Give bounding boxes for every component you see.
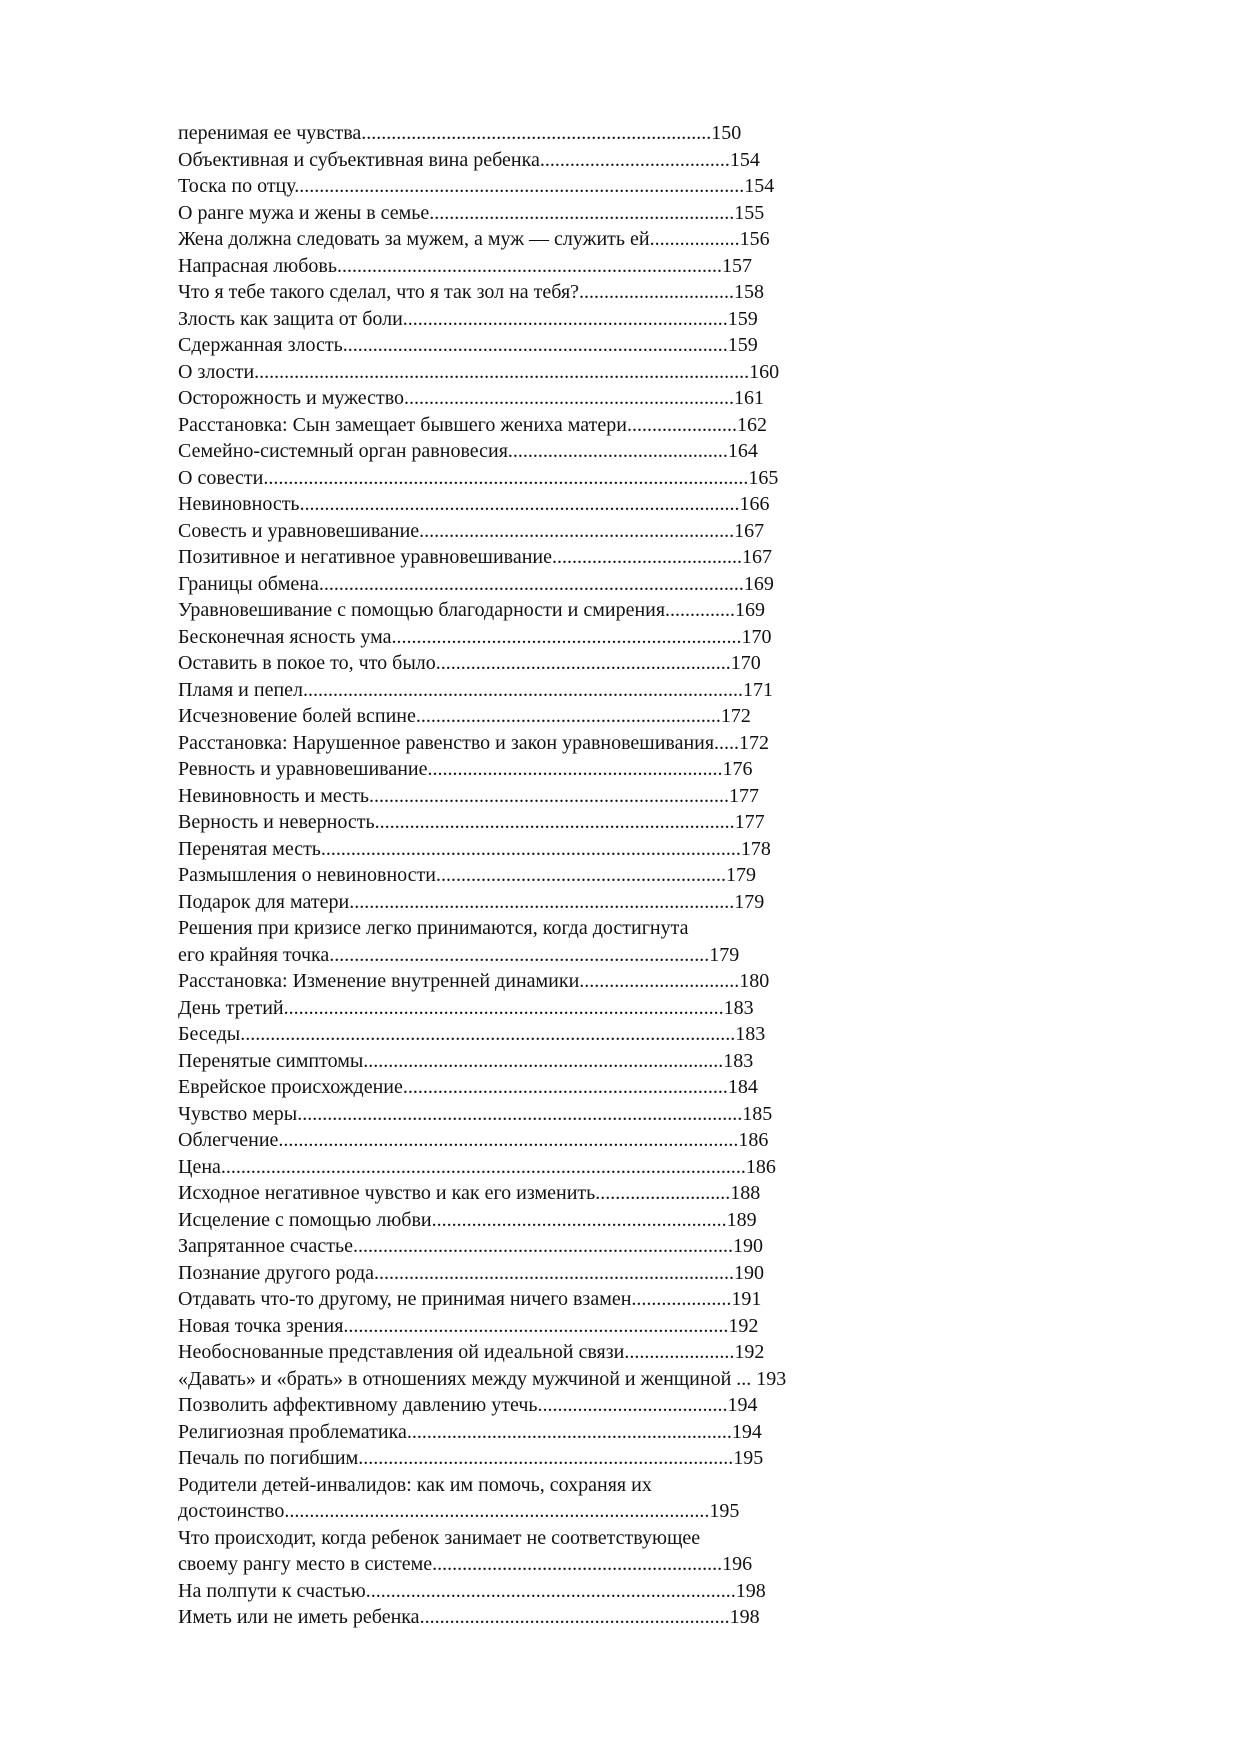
toc-entry-line: О злости...................................................................................................160 (178, 360, 780, 383)
toc-entry (178, 1154, 898, 1181)
toc-entry-line: Еврейское происхождение.................................................................184 (178, 1076, 758, 1098)
toc-entry-line: Злость как защита от боли.................................................................159 (178, 307, 758, 330)
toc-entry (178, 200, 898, 227)
toc-entry (178, 1021, 898, 1048)
toc-entry-line: Расстановка: Нарушенное равенство и закон уравновешивания.....172 (178, 731, 770, 754)
toc-entry (178, 889, 898, 916)
toc-entry (178, 544, 898, 571)
toc-entry-line: Уравновешивание с помощью благодарности и смирения..............169 (178, 599, 766, 621)
toc-entry-line: Новая точка зрения.............................................................................192 (178, 1314, 759, 1337)
toc-entry-line: достоинство.....................................................................................195 (178, 1500, 740, 1522)
toc-entry-line: Беседы...................................................................................................183 (178, 1023, 766, 1045)
toc-entry-line: Чувство меры.........................................................................................185 (178, 1102, 773, 1125)
toc-entry-line: Цена.........................................................................................................186 (178, 1155, 776, 1178)
toc-entry (178, 279, 898, 306)
toc-entry (178, 809, 898, 836)
toc-entry (178, 1578, 898, 1605)
toc-entry-line: Невиновность и месть........................................................................177 (178, 784, 760, 807)
toc-entry-line: Жена должна следовать за мужем, а муж — служить ей..................156 (178, 228, 770, 250)
toc-entry-line: Исцеление с помощью любви...........................................................189 (178, 1208, 757, 1231)
toc-entry-line: О ранге мужа и жены в семье.............................................................155 (178, 201, 765, 224)
toc-entry (178, 677, 898, 704)
toc-entry-line: своему рангу место в системе..........................................................196 (178, 1553, 753, 1575)
toc-entry-line: Позволить аффективному давлению утечь......................................194 (178, 1394, 758, 1416)
toc-entry-line: О совести.................................................................................................165 (178, 466, 779, 489)
toc-entry-line: Ревность и уравновешивание...........................................................176 (178, 758, 753, 780)
toc-entry-line: Что я тебе такого сделал, что я так зол на тебя?...............................158 (178, 281, 765, 303)
toc-entry-line: День третий........................................................................................183 (178, 996, 754, 1019)
toc-entry-line: Расстановка: Изменение внутренней динамики................................180 (178, 970, 770, 992)
toc-entry-line: Напрасная любовь.............................................................................157 (178, 254, 752, 277)
toc-entry-line: Религиозная проблематика.................................................................194 (178, 1420, 762, 1443)
toc-entry (178, 995, 898, 1022)
toc-entry (178, 1472, 898, 1525)
toc-entry (178, 1207, 898, 1234)
toc-entry-line: его крайняя точка............................................................................179 (178, 943, 740, 966)
toc-entry (178, 173, 898, 200)
toc-entry (178, 1313, 898, 1340)
toc-entry (178, 756, 898, 783)
toc-entry-line: Позитивное и негативное уравновешивание......................................167 (178, 546, 772, 568)
toc-entry-line: Совесть и уравновешивание...............................................................167 (178, 519, 765, 542)
toc-entry (178, 332, 898, 359)
toc-entry-line: Расстановка: Сын замещает бывшего жениха матери......................162 (178, 413, 767, 436)
toc-entry-line: Решения при кризисе легко принимаются, когда достигнута (178, 917, 689, 939)
toc-entry (178, 1286, 898, 1313)
toc-entry-line: Перенятая месть....................................................................................178 (178, 837, 771, 860)
toc-entry-line: Пламя и пепел........................................................................................171 (178, 678, 773, 701)
toc-entry-line: Размышления о невиновности..........................................................179 (178, 864, 756, 886)
toc-entry (178, 412, 898, 439)
toc-entry (178, 1180, 898, 1207)
toc-entry (178, 571, 898, 598)
toc-entry (178, 783, 898, 810)
toc-entry (178, 915, 898, 968)
toc-entry (178, 120, 898, 147)
toc-entry (178, 730, 898, 757)
toc-entry-line: Бесконечная ясность ума......................................................................170 (178, 625, 772, 648)
toc-entry (178, 359, 898, 386)
toc-entry (178, 968, 898, 995)
toc-entry-line: Объективная и субъективная вина ребенка......................................154 (178, 148, 760, 171)
toc-entry (178, 1048, 898, 1075)
toc-entry (178, 226, 898, 253)
toc-entry-line: Семейно-системный орган равновесия............................................164 (178, 440, 758, 462)
table-of-contents (178, 120, 898, 1631)
toc-entry-line: Иметь или не иметь ребенка..............................................................198 (178, 1606, 760, 1628)
toc-entry-line: На полпути к счастью..........................................................................198 (178, 1579, 766, 1602)
toc-entry (178, 306, 898, 333)
toc-entry-line: «Давать» и «брать» в отношениях между мужчиной и женщиной ... 193 (178, 1367, 787, 1390)
toc-entry-line: Родители детей-инвалидов: как им помочь, сохраняя их (178, 1473, 652, 1496)
toc-entry-line: Границы обмена.....................................................................................169 (178, 572, 774, 595)
toc-entry (178, 518, 898, 545)
toc-entry (178, 438, 898, 465)
toc-entry (178, 1525, 898, 1578)
toc-entry-line: Печаль по погибшим...........................................................................195 (178, 1447, 764, 1469)
toc-entry (178, 147, 898, 174)
toc-entry (178, 703, 898, 730)
toc-entry-line: Необоснованные представления ой идеальной связи......................192 (178, 1341, 765, 1363)
toc-entry (178, 1260, 898, 1287)
toc-entry (178, 1127, 898, 1154)
toc-entry-line: Исходное негативное чувство и как его изменить...........................188 (178, 1182, 761, 1204)
toc-entry-line: Познание другого рода........................................................................190 (178, 1261, 765, 1284)
toc-entry (178, 1604, 898, 1631)
toc-entry-line: Запрятанное счастье............................................................................190 (178, 1235, 763, 1257)
toc-entry (178, 1233, 898, 1260)
toc-entry-line: Подарок для матери.............................................................................179 (178, 890, 765, 913)
toc-entry (178, 491, 898, 518)
toc-entry (178, 385, 898, 412)
toc-entry (178, 253, 898, 280)
toc-entry (178, 836, 898, 863)
toc-entry (178, 650, 898, 677)
toc-entry-line: перенимая ее чувства......................................................................150 (178, 122, 742, 144)
toc-entry-line: Отдавать что-то другому, не принимая ничего взамен....................191 (178, 1288, 762, 1310)
toc-entry (178, 465, 898, 492)
toc-entry-line: Тоска по отцу..........................................................................................154 (178, 175, 775, 197)
toc-entry-line: Что происходит, когда ребенок занимает не соответствующее (178, 1526, 701, 1549)
toc-entry-line: Исчезновение болей вспине.............................................................172 (178, 705, 751, 727)
toc-entry (178, 862, 898, 889)
toc-entry (178, 1419, 898, 1446)
toc-entry (178, 1392, 898, 1419)
toc-entry-line: Невиновность........................................................................................166 (178, 493, 770, 515)
toc-entry-line: Оставить в покое то, что было...........................................................170 (178, 652, 761, 674)
toc-entry-line: Облегчение............................................................................................186 (178, 1129, 769, 1151)
toc-entry-line: Сдержанная злость.............................................................................159 (178, 334, 758, 356)
toc-entry (178, 1339, 898, 1366)
toc-entry-line: Верность и неверность........................................................................177 (178, 811, 765, 833)
toc-entry (178, 597, 898, 624)
toc-entry (178, 1101, 898, 1128)
toc-entry-line: Перенятые симптомы........................................................................183 (178, 1049, 754, 1072)
toc-entry (178, 1074, 898, 1101)
toc-entry (178, 624, 898, 651)
toc-entry-line: Осторожность и мужество..................................................................161 (178, 387, 765, 409)
toc-entry (178, 1445, 898, 1472)
toc-entry (178, 1366, 898, 1393)
